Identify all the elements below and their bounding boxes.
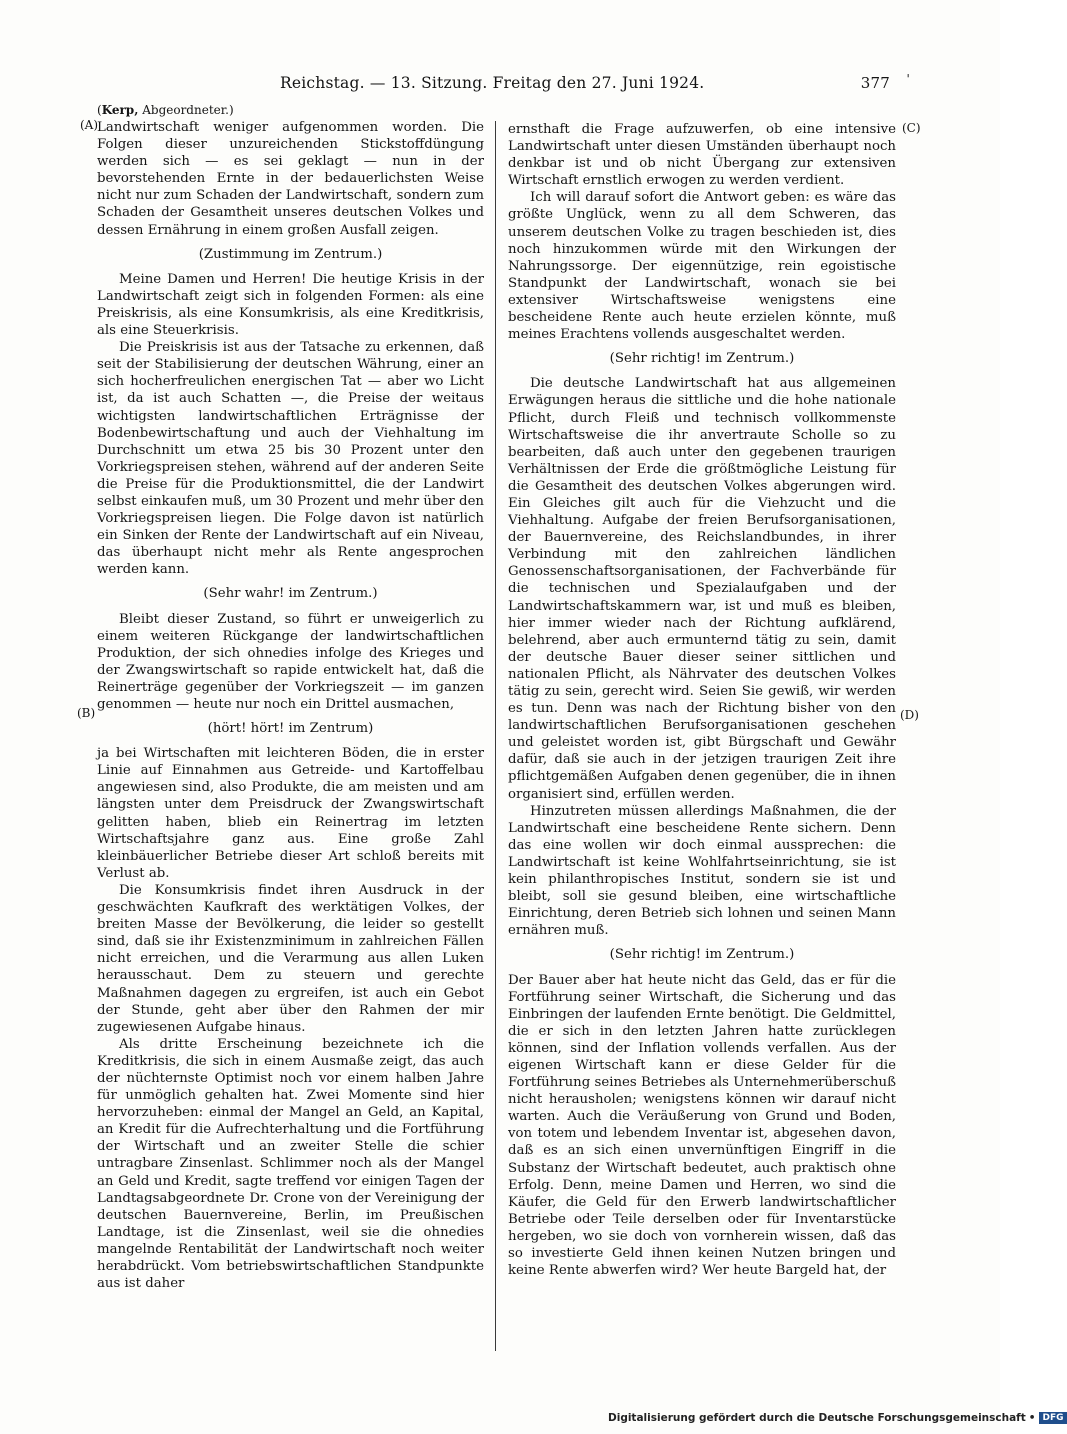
left-column-text	[97, 119, 484, 1292]
margin-marker-b: (B)	[77, 706, 96, 720]
left-paragraph: ja bei Wirtschaften mit leichteren Böden, die in erster Linie auf Einnahmen aus Getreide- und Kartoffelbau angewiesen sind, also Produkte, die am meisten und am längsten unter dem Preisdruck der Zwangswirtschaft gelitten haben, blieb ein Reinertrag im letzten Wirtschaftsjahre ganz aus. Eine große Zahl kleinbäuerlicher Betriebe dieser Art schloß bereits mit Verlust ab.	[97, 746, 484, 881]
credit-text: Digitalisierung gefördert durch die Deutsche Forschungsgemeinschaft	[608, 1412, 1026, 1424]
left-paragraph: Landwirtschaft weniger aufgenommen worden. Die Folgen dieser unzureichenden Stickstoffdüngung werden sich — es sei geklagt — nun in der bevorstehenden Ernte in der bedauerlichsten Weise nicht nur zum Schaden der Landwirtschaft, sondern zum Schaden der Gesamtheit unseres deutschen Volkes und dessen Ernährung in einem großen Ausfall zeigen.	[97, 120, 484, 238]
left-paragraph: Als dritte Erscheinung bezeichnete ich die Kreditkrisis, die sich in einem Ausmaße zeigt, das auch der nüchternste Optimist noch vor einem halben Jahre für unmöglich gehalten hat. Zwei Momente sind hier hervorzuheben: einmal der Mangel an Geld, an Kapital, an Kredit für die Aufrechterhaltung und die Fortführung der Wirtschaft und an zweiter Stelle die schier untragbare Zinsenlast. Schlimmer noch als der Mangel an Geld und Kredit, sagte treffend vor einigen Tagen der Landtagsabgeordnete Dr. Crone von der Vereinigung der deutschen Bauernvereine, Berlin, im Preußischen Landtage, ist die Zinsenlast, weil sie die ohnedies mangelnde Rentabilität der Landwirtschaft noch weiter herabdrückt. Vom betriebswirtschaftlichen Standpunkte aus ist daher	[97, 1036, 484, 1292]
header-mark: '	[906, 72, 910, 86]
credit-separator: •	[1028, 1412, 1036, 1424]
margin-marker-a: (A)	[80, 118, 99, 132]
left-paragraph: Meine Damen und Herren! Die heutige Krisis in der Landwirtschaft zeigt sich in folgenden Formen: als eine Preiskrisis, als eine Konsumkrisis, als eine Kreditkrisis, als eine Steuerkrisis.	[97, 271, 484, 339]
left-paragraph: Bleibt dieser Zustand, so führt er unweigerlich zu einem weiteren Rückgange der landwirtschaftlichen Produktion, der sich ohnedies infolge des Krieges und der Zwangswirtschaft so rapide entwickelt hat, daß die Reinerträge gegenüber der Vorkriegszeit — im ganzen genommen — heute nur noch ein Drittel ausmachen,	[97, 611, 484, 712]
margin-marker-c: (C)	[902, 121, 921, 135]
right-column	[508, 121, 896, 1279]
right-paragraph: Der Bauer aber hat heute nicht das Geld, das er für die Fortführung seiner Wirtschaft, die Sicherung und das Einbringen der laufenden Ernte benötigt. Die Geldmittel, die er sich in den letzten Jahren hatte zurücklegen können, sind der Inflation vollends verfallen. Aus der eigenen Wirtschaft kann er diese Gelder für die Fortführung seines Betriebes als Unternehmerüberschuß nicht herausholen; wenigstens können wir darauf nicht warten. Auch die Veräußerung von Grund und Boden, von totem und lebendem Inventar ist, abgesehen davon, daß es an sich einen unvernünftigen Eingriff in die Substanz der Wirtschaft bedeutet, auch praktisch ohne Erfolg. Denn, meine Damen und Herren, wo sind die Käufer, die Geld für den Erwerb landwirtschaftlicher Betriebe oder Teile derselben oder für Inventarstücke hergeben, wo sie doch von vornherein wissen, daß das so investierte Geld ihnen keinen Nutzen bringen und keine Rente abwerfen wird? Wer heute Bargeld hat, der	[508, 972, 896, 1279]
right-paragraph: Hinzutreten müssen allerdings Maßnahmen, die der Landwirtschaft eine bescheidene Rente sichern. Denn das eine wollen wir doch einmal aussprechen: die Landwirtschaft ist keine Wohlfahrtseinrichtung, sie ist kein philanthropisches Institut, sondern sie ist und bleibt, soll sie gesund bleiben, eine wirtschaftliche Einrichtung, deren Betrieb sich lohnen und seinen Mann ernähren muß.	[508, 803, 896, 939]
left-column	[97, 102, 484, 1292]
speaker-role: Abgeordneter.	[142, 103, 229, 117]
dfg-logo: DFG	[1039, 1412, 1066, 1424]
margin-marker-d: (D)	[900, 708, 919, 722]
column-divider	[495, 121, 496, 1351]
speaker-name: Kerp,	[101, 103, 139, 117]
right-paragraph: Die deutsche Landwirtschaft hat aus allgemeinen Erwägungen heraus die sittliche und die hohe nationale Pflicht, durch Fleiß und technisch vollkommenste Wirtschaftsweise die ihr anvertraute Scholle so zu bearbeiten, daß auch unter den gegebenen traurigen Verhältnissen der Erde die größtmögliche Leistung für die Gesamtheit des deutschen Volkes abgerungen wird. Ein Gleiches gilt auch für die Viehzucht und die Viehhaltung. Aufgabe der freien Berufsorganisationen, der Bauernvereine, des Reichslandbundes, in ihrer Verbindung mit den zahlreichen ländlichen Genossenschaftsorganisationen, der Fachverbände für die technischen und Spezialaufgaben und der Landwirtschaftskammern war, ist und muß es bleiben, hier immer wieder nach der Richtung aufklärend, belehrend, aber auch ermunternd tätig zu sein, damit der deutsche Bauer dieser seiner sittlichen und nationalen Pflicht, als Nährvater des deutschen Volkes tätig zu sein, gerecht wird. Seien Sie gewiß, wir werden es tun. Denn was nach der Richtung bisher von den landwirtschaftlichen Berufsorganisationen geschehen und geleistet worden ist, gibt Bürgschaft und Gewähr dafür, daß sie auch in der jetzigen traurigen Zeit ihre pflichtgemäßen Aufgaben denen gegenüber, die in ihnen organisiert sind, erfüllen werden.	[508, 376, 896, 802]
page-number: 377	[860, 74, 890, 92]
left-interjection: (hört! hört! im Zentrum)	[207, 721, 374, 737]
left-paragraph: Die Preiskrisis ist aus der Tatsache zu erkennen, daß seit der Stabilisierung der deutschen Währung, einer an sich hocherfreulichen energischen Tat — aber wo Licht ist, da ist auch Schatten —, die Preise der weitaus wichtigsten landwirtschaftlichen Erträgnisse der Bodenbewirtschaftung und auch der Viehhaltung im Durchschnitt um etwa 25 bis 30 Prozent unter den Vorkriegspreisen stehen, während auf der anderen Seite die Preise für die Produktionsmittel, die der Landwirt selbst einkaufen muß, um 30 Prozent und mehr über den Vorkriegspreisen liegen. Die Folge davon ist natürlich ein Sinken der Rente der Landwirtschaft auf ein Niveau, das überhaupt nicht mehr als Rente angesprochen werden kann.	[97, 340, 484, 578]
right-column-text	[508, 121, 896, 1279]
running-title: Reichstag. — 13. Sitzung. Freitag den 27. Juni 1924.	[280, 74, 705, 92]
left-paragraph: Die Konsumkrisis findet ihren Ausdruck in der geschwächten Kaufkraft des werktätigen Volkes, der breiten Masse der Bevölkerung, die leider so gestellt sind, daß sie ihr Existenzminimum in zahlreichen Fällen nicht erreichen, und die Verarmung aus allen Luken herausschaut. Dem zu steuern und gerechte Maßnahmen dagegen zu ergreifen, ist auch ein Gebot der Stunde, geht aber über den Rahmen der mir zugewiesenen Aufgabe hinaus.	[97, 882, 484, 1035]
right-interjection: (Sehr richtig! im Zentrum.)	[609, 351, 795, 367]
left-interjection: (Zustimmung im Zentrum.)	[198, 246, 383, 262]
left-interjection: (Sehr wahr! im Zentrum.)	[203, 586, 378, 602]
right-paragraph: ernsthaft die Frage aufzuwerfen, ob eine intensive Landwirtschaft unter diesen Umständen überhaupt noch denkbar ist und ob nicht Übergang zur extensiven Wirtschaft ernstlich erwogen zu werden verdient.	[508, 122, 896, 189]
right-interjection: (Sehr richtig! im Zentrum.)	[609, 947, 795, 963]
right-paragraph: Ich will darauf sofort die Antwort geben: es wäre das größte Unglück, wenn zu all dem Schweren, das unserem deutschen Volke zu tragen beschieden ist, dies noch hinzukommen würde mit den Wirkungen der Nahrungssorge. Der eigennützige, rein egoistische Standpunkt der Landwirtschaft, wonach sie bei extensiver Wirtschaftsweise wenigstens eine bescheidene Rente auch heute erzielen könnte, muß meines Erachtens vollends ausgeschaltet werden.	[508, 190, 896, 343]
running-header	[270, 74, 910, 96]
speaker-label: (Kerp, Abgeordneter.)	[97, 103, 234, 117]
digitization-credit	[608, 1412, 1064, 1428]
